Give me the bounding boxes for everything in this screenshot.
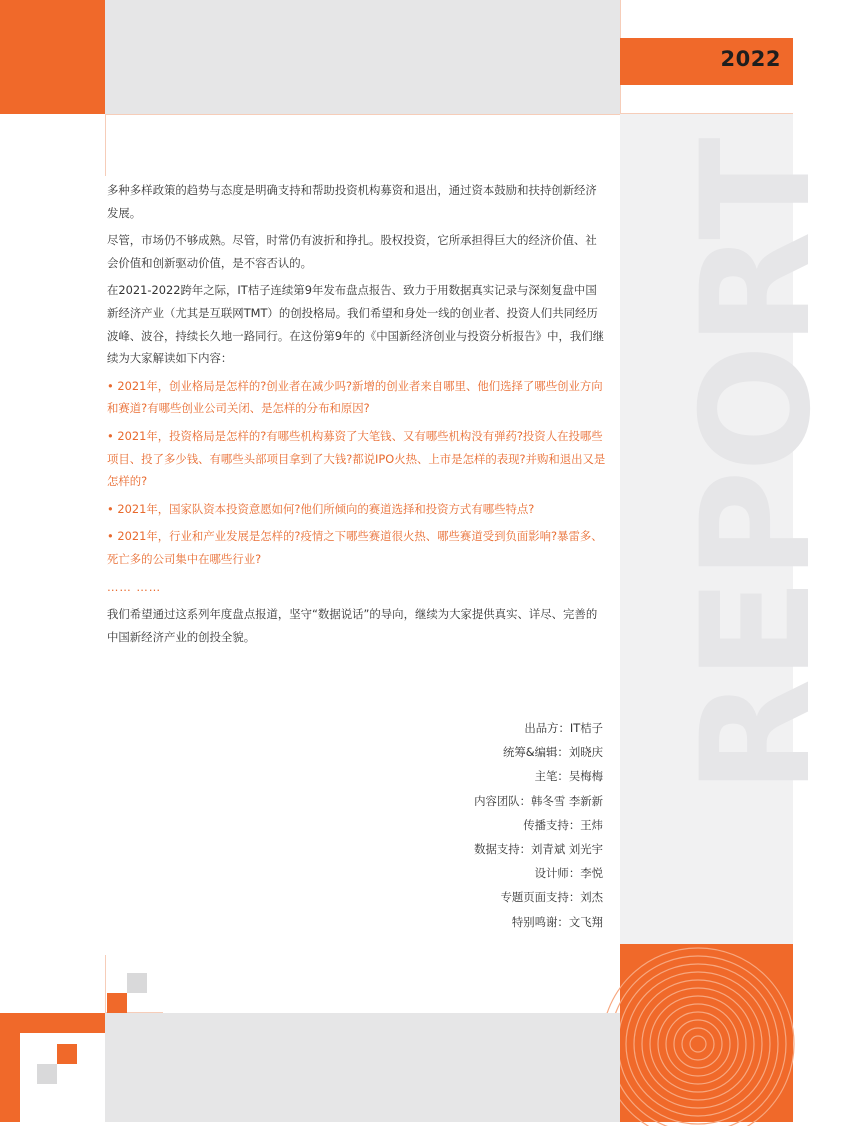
bullet-startup: • 2021年，创业格局是怎样的?创业者在减少吗?新增的创业者来自哪里、他们选择了哪些创业方向和赛道?有哪些创业公司关闭、是怎样的分布和原因?	[107, 378, 603, 416]
concentric-circles-icon	[620, 944, 793, 1122]
paragraph-report-intro: 在2021-2022跨年之际，IT桔子连续第9年发布盘点报告、致力于用数据真实记录与深刻复盘中国新经济产业（尤其是互联网TMT）的创投格局。我们希望和身处一线的创业者、投资人们共同经历波峰、波谷，持续长久地一路同行。在这份第9年的《中国新经济创业与投资分析报告》中，我们继续为大家解读如下内容：	[107, 283, 605, 366]
credit-designer: 设计师：李悦	[534, 866, 603, 881]
paragraph-market: 尽管，市场仍不够成熟。尽管，时常仍有波折和挣扎。股权投资，它所承担得巨大的经济价值、社会价值和创新驱动价值，是不容否认的。	[107, 233, 597, 270]
ellipsis: …… ……	[107, 579, 162, 594]
intro-body	[107, 179, 607, 653]
credit-publisher: 出品方：IT桔子	[524, 721, 603, 735]
bullet-industry: • 2021年，行业和产业发展是怎样的?疫情之下哪些赛道很火热、哪些赛道受到负面影响?暴雷多、死亡多的公司集中在哪些行业?	[107, 529, 603, 566]
credit-page-support: 专题页面支持：刘杰	[500, 890, 603, 905]
bottom-gray-square	[37, 1064, 57, 1084]
top-gray-band	[105, 0, 620, 114]
credit-special-thanks: 特别鸣谢：文飞翔	[511, 914, 603, 929]
paragraph-policy: 多种多样政策的趋势与态度是明确支持和帮助投资机构募资和退出，通过资本鼓励和扶持创新经济发展。	[107, 183, 597, 220]
year-label: 2022	[720, 47, 781, 71]
credit-content-team: 内容团队：韩冬雪 李新新	[474, 793, 603, 808]
report-watermark	[620, 114, 844, 944]
concentric-circles-graphic	[620, 944, 793, 1122]
bottom-gray-band	[105, 1013, 620, 1122]
bullet-investment: • 2021年，投资格局是怎样的?有哪些机构募资了大笔钱、又有哪些机构没有弹药?投资人在投哪些项目、投了多少钱、有哪些头部项目拿到了大钱?都说IPO火热、上市是怎样的表现?并购和退出又是怎样的?	[107, 428, 606, 489]
credit-data-support: 数据支持：刘青斌 刘光宇	[474, 842, 603, 857]
bullet-national-capital: • 2021年，国家队资本投资意愿如何?他们所倾向的赛道选择和投资方式有哪些特点?	[107, 501, 535, 516]
pixel-orange-square	[107, 993, 127, 1013]
bottom-vertical-line	[105, 955, 106, 1013]
top-vertical-line	[105, 114, 106, 176]
top-left-orange-block	[0, 0, 105, 114]
credit-editor: 统筹&编辑：刘晓庆	[502, 745, 603, 760]
pixel-gray-square	[127, 973, 147, 993]
bottom-orange-square	[57, 1044, 77, 1064]
paragraph-closing: 我们希望通过这系列年度盘点报道，坚守“数据说话”的导向，继续为大家提供真实、详尽、完善的中国新经济产业的创投全貌。	[107, 607, 598, 644]
top-divider-line	[105, 114, 620, 115]
credits-list	[474, 716, 603, 934]
report-watermark-text: REPORT	[670, 139, 844, 794]
credit-communication: 传播支持：王炜	[523, 817, 603, 832]
credit-lead-writer: 主笔：吴梅梅	[534, 769, 603, 784]
